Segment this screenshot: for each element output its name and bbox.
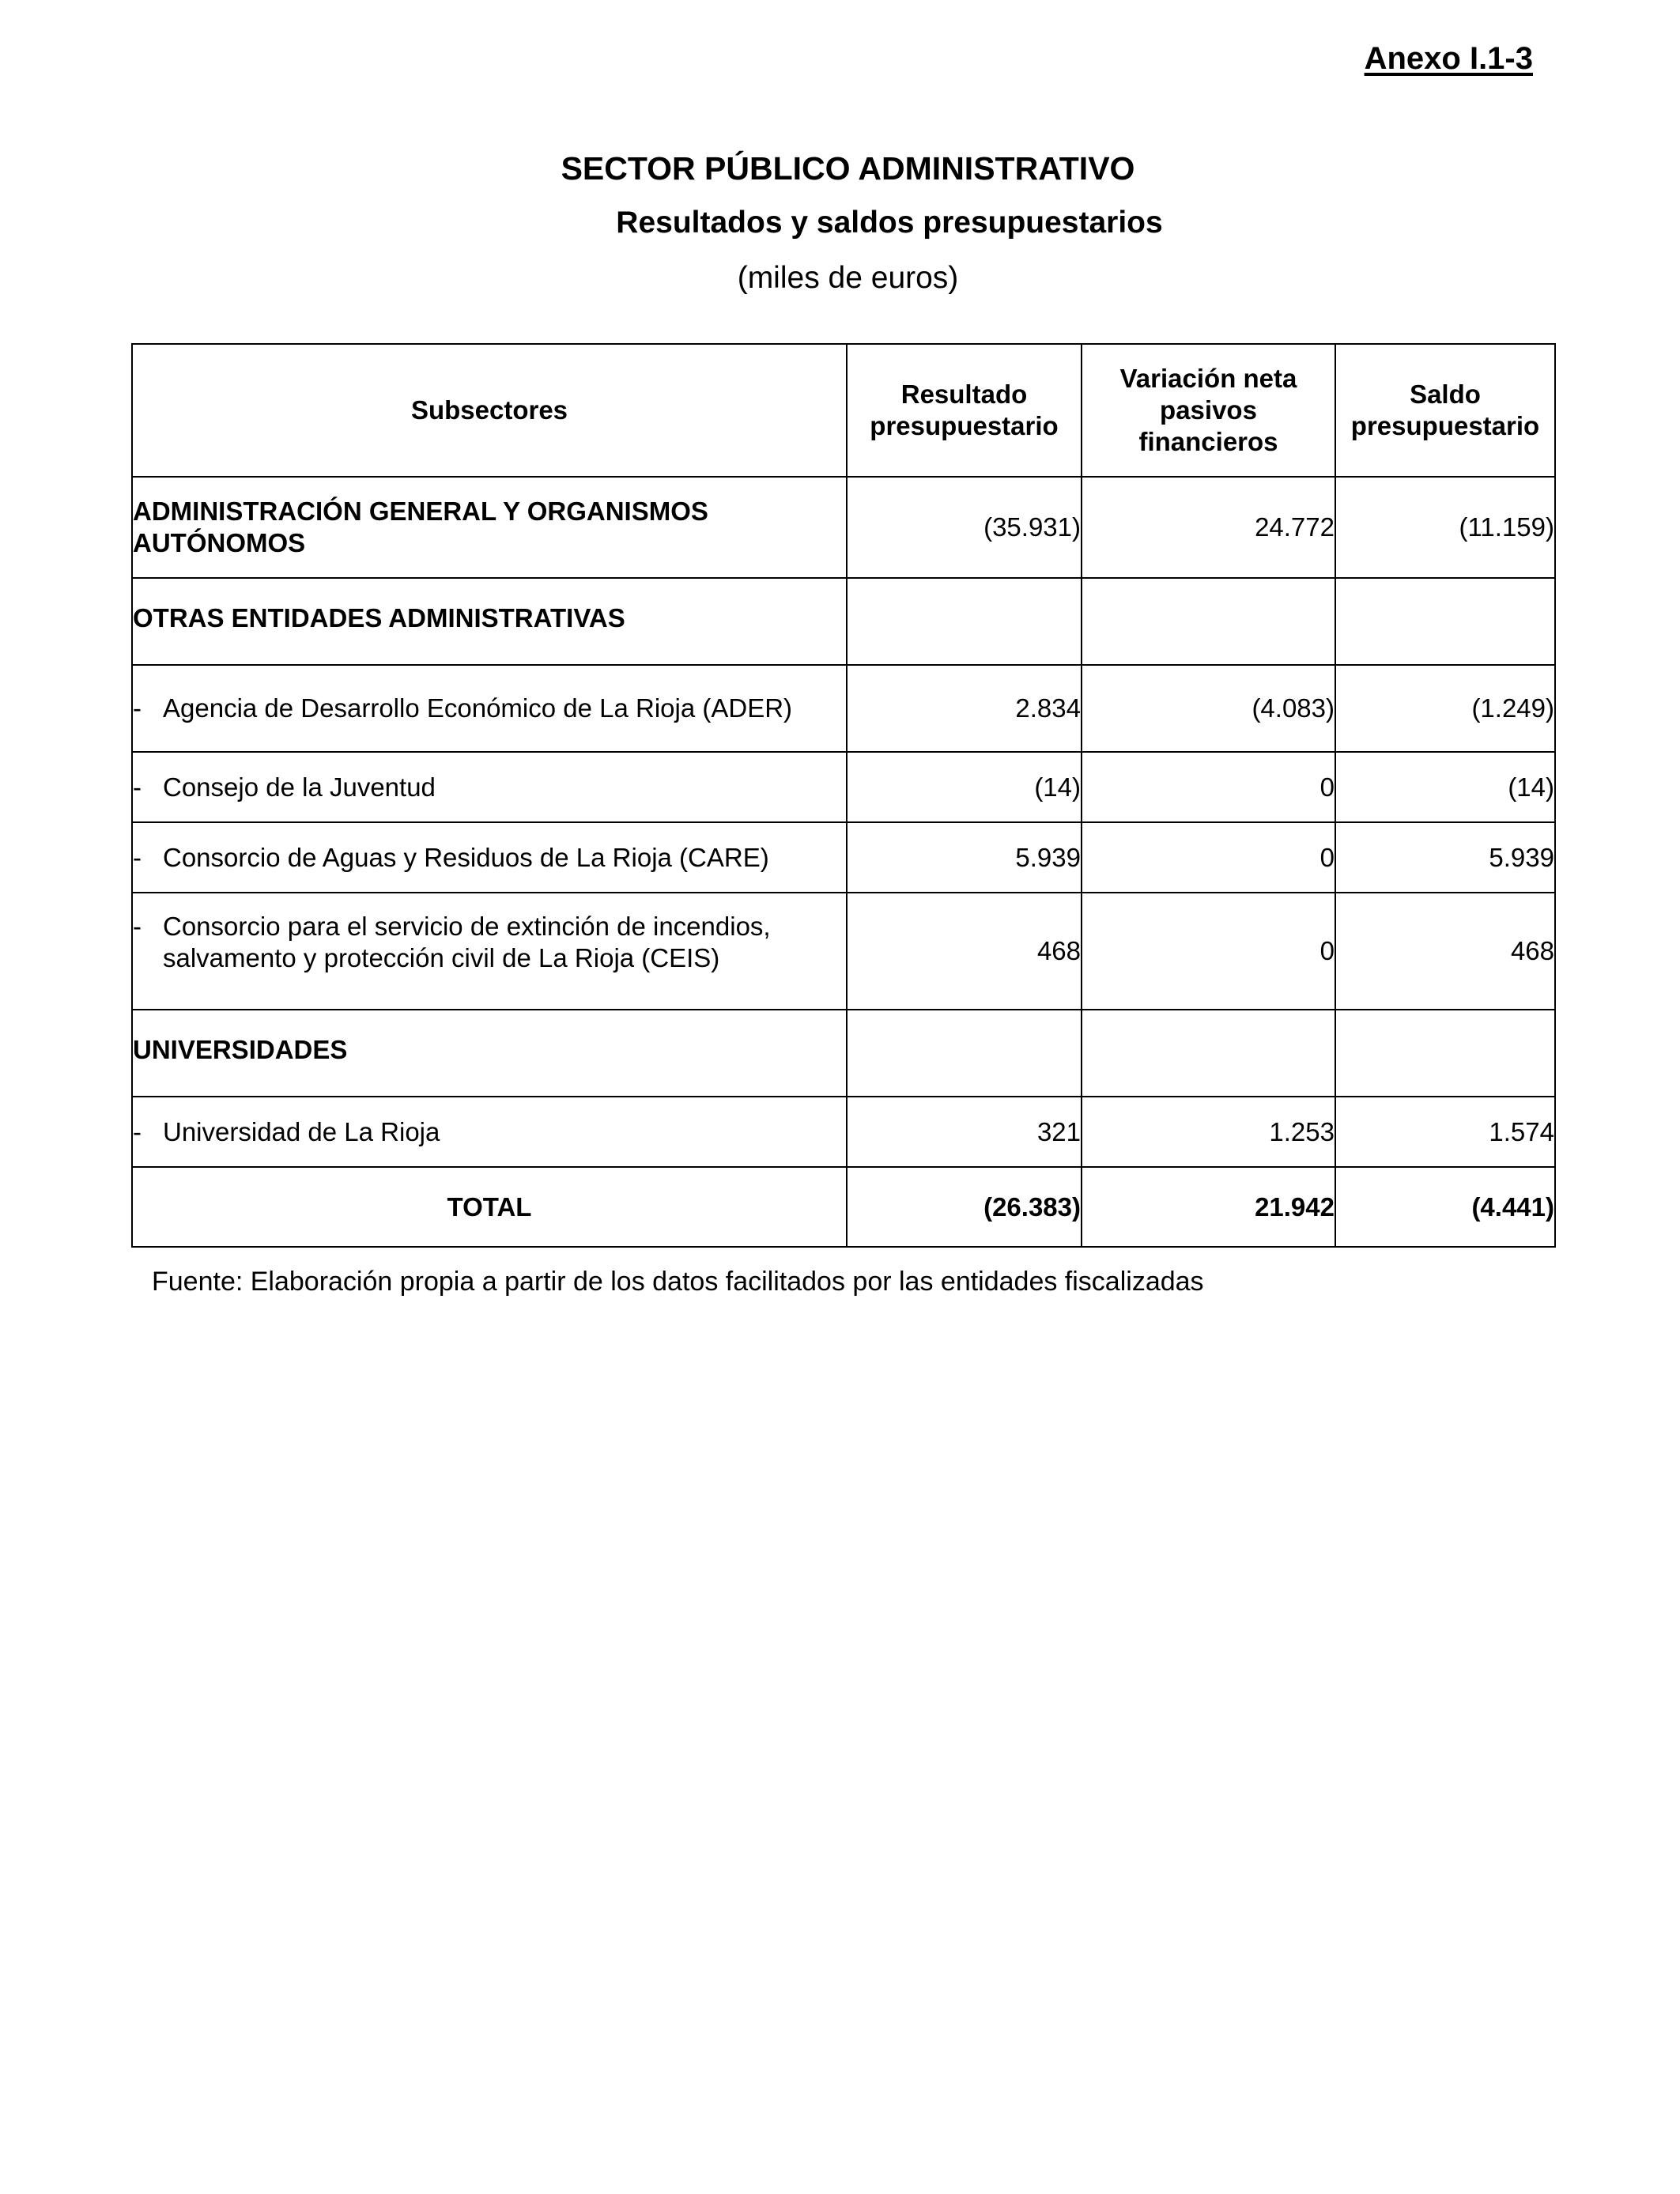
cell-variacion <box>1082 1010 1335 1097</box>
total-resultado: (26.383) <box>847 1167 1082 1247</box>
cell-resultado <box>847 578 1082 665</box>
row-label: Consejo de la Juventud <box>163 772 436 802</box>
bullet-dash: - <box>133 693 142 723</box>
header-variacion: Variación neta pasivos financieros <box>1082 344 1335 477</box>
header-saldo: Saldo presupuestario <box>1335 344 1555 477</box>
annex-label: Anexo I.1-3 <box>1364 41 1533 76</box>
cell-saldo: 5.939 <box>1335 822 1555 893</box>
cell-saldo: 468 <box>1335 893 1555 1010</box>
cell-saldo: (11.159) <box>1335 477 1555 578</box>
page-title: SECTOR PÚBLICO ADMINISTRATIVO <box>561 150 1135 187</box>
row-label: ADMINISTRACIÓN GENERAL Y ORGANISMOS AUTÓNOMOS <box>132 477 847 578</box>
cell-variacion: 0 <box>1082 822 1335 893</box>
table-row <box>132 1097 1555 1167</box>
row-label: OTRAS ENTIDADES ADMINISTRATIVAS <box>132 578 847 665</box>
cell-variacion: 1.253 <box>1082 1097 1335 1167</box>
row-label: Universidad de La Rioja <box>163 1116 440 1146</box>
source-note: Fuente: Elaboración propia a partir de los datos facilitados por las entidades fiscalizadas <box>152 1267 1204 1297</box>
cell-resultado: (14) <box>847 752 1082 822</box>
row-label: Consorcio de Aguas y Residuos de La Rioja (CARE) <box>163 842 769 872</box>
total-variacion: 21.942 <box>1082 1167 1335 1247</box>
table-row <box>132 822 1555 893</box>
row-label: UNIVERSIDADES <box>132 1010 847 1097</box>
total-label: TOTAL <box>132 1167 847 1247</box>
row-label-cell <box>132 893 847 1010</box>
table-row <box>132 665 1555 752</box>
row-label-cell <box>132 1097 847 1167</box>
bullet-dash: - <box>133 912 142 941</box>
cell-variacion: (4.083) <box>1082 665 1335 752</box>
table-row <box>132 578 1555 665</box>
page-subtitle: Resultados y saldos presupuestarios <box>616 206 1163 240</box>
cell-variacion <box>1082 578 1335 665</box>
budget-results-table <box>131 343 1556 1248</box>
header-resultado: Resultado presupuestario <box>847 344 1082 477</box>
bullet-dash: - <box>133 842 142 872</box>
cell-saldo: (1.249) <box>1335 665 1555 752</box>
units-note: (miles de euros) <box>737 261 959 295</box>
table-total-row <box>132 1167 1555 1247</box>
table-row <box>132 1010 1555 1097</box>
row-label: Agencia de Desarrollo Económico de La Rioja (ADER) <box>163 693 793 723</box>
cell-saldo: (14) <box>1335 752 1555 822</box>
row-label-cell <box>132 665 847 752</box>
cell-resultado: 2.834 <box>847 665 1082 752</box>
cell-variacion: 0 <box>1082 752 1335 822</box>
row-label-cell <box>132 752 847 822</box>
cell-resultado: 468 <box>847 893 1082 1010</box>
cell-variacion: 24.772 <box>1082 477 1335 578</box>
table-row <box>132 477 1555 578</box>
table-row <box>132 893 1555 1010</box>
cell-resultado <box>847 1010 1082 1097</box>
cell-saldo <box>1335 1010 1555 1097</box>
cell-resultado: 321 <box>847 1097 1082 1167</box>
table-row <box>132 752 1555 822</box>
bullet-dash: - <box>133 1116 142 1146</box>
header-subsectores: Subsectores <box>132 344 847 477</box>
cell-resultado: 5.939 <box>847 822 1082 893</box>
table-header-row <box>132 344 1555 477</box>
row-label: Consorcio para el servicio de extinción de incendios, salvamento y protección civil de La Rioja (CEIS) <box>163 912 771 972</box>
row-label-cell <box>132 822 847 893</box>
cell-saldo <box>1335 578 1555 665</box>
cell-saldo: 1.574 <box>1335 1097 1555 1167</box>
bullet-dash: - <box>133 772 142 802</box>
cell-resultado: (35.931) <box>847 477 1082 578</box>
total-saldo: (4.441) <box>1335 1167 1555 1247</box>
cell-variacion: 0 <box>1082 893 1335 1010</box>
